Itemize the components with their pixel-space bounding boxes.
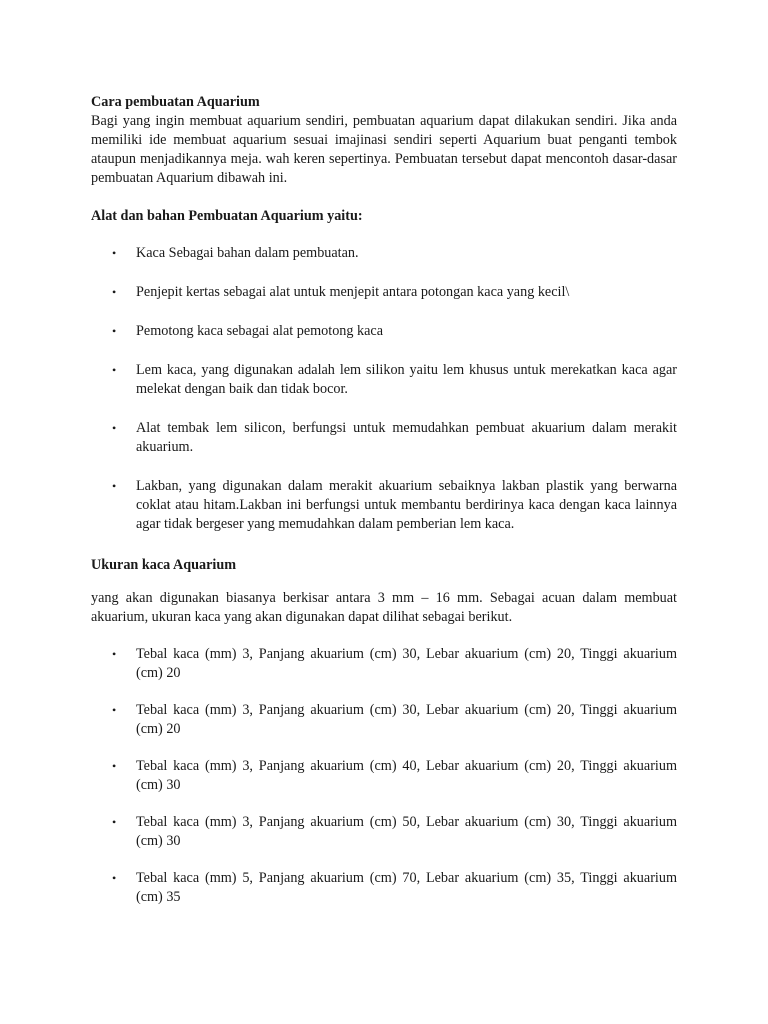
bullet-icon: •	[112, 759, 117, 774]
section-heading-alat-bahan: Alat dan bahan Pembuatan Aquarium yaitu:	[91, 208, 363, 224]
bullet-icon: •	[112, 815, 117, 830]
document-page	[91, 93, 677, 925]
list-item-text: Lem kaca, yang digunakan adalah lem silikon yaitu lem khusus untuk merekatkan kaca agar melekat dengan baik dan tidak bocor.	[136, 362, 677, 397]
list-item-text: Tebal kaca (mm) 3, Panjang akuarium (cm) 30, Lebar akuarium (cm) 20, Tinggi akuarium (cm) 20	[136, 702, 677, 738]
intro-paragraph: Bagi yang ingin membuat aquarium sendiri, pembuatan aquarium dapat dilakukan sendiri. Jika anda memiliki ide membuat aquarium sesuai imajinasi sendiri seperti Aquarium buat penganti tembok ataupun menjadikannya meja. wah keren sepertinya. Pembuatan tersebut dapat mencontoh dasar-dasar pembuatan Aquarium dibawah ini.	[91, 113, 677, 186]
tools-list	[91, 244, 677, 534]
section-heading-ukuran-kaca: Ukuran kaca Aquarium	[91, 557, 237, 573]
list-item	[91, 757, 677, 795]
bullet-icon: •	[112, 479, 117, 493]
list-item-text: Pemotong kaca sebagai alat pemotong kaca	[136, 323, 384, 339]
list-item-text: Tebal kaca (mm) 3, Panjang akuarium (cm) 30, Lebar akuarium (cm) 20, Tinggi akuarium (cm) 20	[136, 646, 677, 682]
list-item	[91, 361, 677, 399]
list-item	[91, 419, 677, 457]
list-item-text: Tebal kaca (mm) 5, Panjang akuarium (cm) 70, Lebar akuarium (cm) 35, Tinggi akuarium (cm) 35	[136, 870, 677, 906]
list-item	[91, 869, 677, 907]
list-item-text: Tebal kaca (mm) 3, Panjang akuarium (cm) 40, Lebar akuarium (cm) 20, Tinggi akuarium (cm) 30	[136, 758, 677, 794]
list-item-text: Lakban, yang digunakan dalam merakit akuarium sebaiknya lakban plastik yang berwarna coklat atau hitam.Lakban ini berfungsi untuk membantu berdirinya kaca dengan kaca lainnya agar tidak bergeser yang memudahkan dalam pemberian lem kaca.	[136, 478, 677, 532]
list-item-text: Penjepit kertas sebagai alat untuk menjepit antara potongan kaca yang kecil\	[136, 284, 570, 300]
size-intro-paragraph: yang akan digunakan biasanya berkisar antara 3 mm – 16 mm. Sebagai acuan dalam membuat akuarium, ukuran kaca yang akan digunakan dapat dilihat sebagai berikut.	[91, 590, 677, 626]
list-item	[91, 813, 677, 851]
bullet-icon: •	[112, 246, 117, 260]
list-item	[91, 283, 677, 302]
list-item-text: Kaca Sebagai bahan dalam pembuatan.	[136, 245, 359, 261]
list-item	[91, 645, 677, 683]
bullet-icon: •	[112, 363, 117, 377]
bullet-icon: •	[112, 421, 117, 435]
bullet-icon: •	[112, 324, 117, 338]
list-item	[91, 244, 677, 263]
bullet-icon: •	[112, 285, 117, 299]
bullet-icon: •	[112, 871, 117, 886]
list-item	[91, 322, 677, 341]
list-item-text: Tebal kaca (mm) 3, Panjang akuarium (cm) 50, Lebar akuarium (cm) 30, Tinggi akuarium (cm) 30	[136, 814, 677, 850]
section-heading-cara-pembuatan: Cara pembuatan Aquarium	[91, 94, 260, 110]
glass-size-list	[91, 645, 677, 907]
list-item	[91, 477, 677, 534]
list-item-text: Alat tembak lem silicon, berfungsi untuk memudahkan pembuat akuarium dalam merakit akuarium.	[136, 420, 677, 455]
bullet-icon: •	[112, 647, 117, 662]
bullet-icon: •	[112, 703, 117, 718]
list-item	[91, 701, 677, 739]
